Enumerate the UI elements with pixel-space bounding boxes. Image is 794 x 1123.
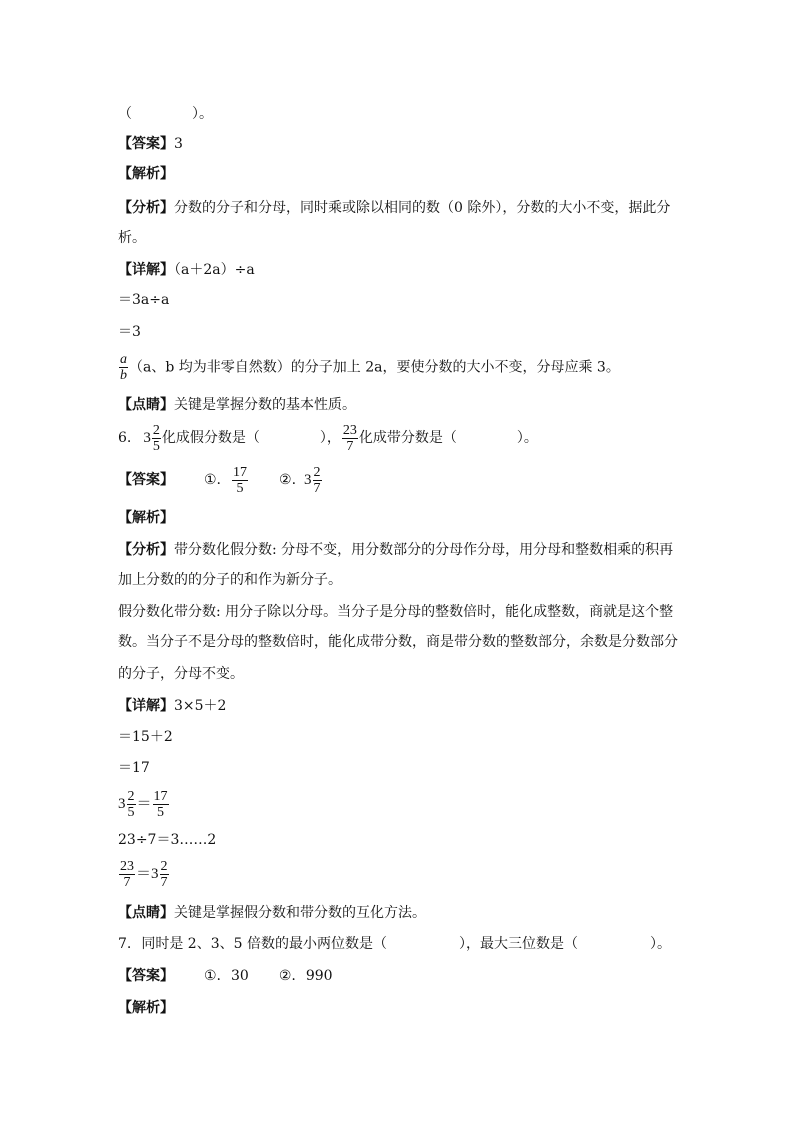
question-7: 7. 同时是 2、3、5 倍数的最小两位数是（ ），最大三位数是（ ）。: [118, 936, 671, 952]
fraction: $\frac{17}{5}$: [233, 464, 248, 496]
answer-value: 30: [231, 968, 249, 984]
fraction: $\frac{2}{7}$: [313, 464, 321, 496]
fraction: $\frac{2}{7}$: [160, 858, 168, 890]
equation-improper-to-mixed: $\frac{23}{7}$ ＝3 $\frac{2}{7}$: [120, 858, 168, 890]
prev-question-tail: [118, 104, 684, 124]
dianjing-line: [118, 903, 684, 923]
dianjing-line: [118, 395, 684, 415]
fenxi-line-1: [118, 540, 684, 560]
fenxi-text: 的分子，分母不变。: [118, 666, 244, 682]
question-number: 7.: [118, 936, 132, 952]
answer-value: 3: [174, 136, 183, 152]
fenxi-label: 【分析】: [118, 200, 174, 216]
step-line: [118, 727, 684, 747]
fenxi-line-5: [118, 664, 684, 684]
dianjing-text: 关键是掌握分数的基本性质。: [174, 397, 356, 413]
fraction-ab-line: [118, 352, 684, 383]
fraction: $\frac{2}{5}$: [152, 422, 160, 454]
q7-answer-line: [118, 966, 684, 986]
fraction-a-over-b: $\frac{a}{b}$: [120, 352, 127, 383]
fraction: $\frac{23}{7}$: [120, 858, 134, 890]
fenxi-text: 数。当分子不是分母的整数倍时，能化成带分数，商是带分数的整数部分，余数是分数部分: [118, 634, 678, 650]
dianjing-label: 【点睛】: [118, 397, 174, 413]
detail-label: 【详解】: [118, 698, 174, 714]
step-expression: ＝3a÷a: [118, 292, 170, 308]
fenxi-text: 分数的分子和分母，同时乘或除以相同的数（0 除外），分数的大小不变，据此分: [174, 200, 671, 216]
fenxi-text: 析。: [118, 230, 146, 246]
detail-expression: 3×5＋2: [174, 698, 227, 714]
fraction: $\frac{17}{5}$: [153, 788, 168, 820]
fenxi-text: 带分数化假分数: 分母不变，用分数部分的分母作分母，用分母和整数相乘的积再: [174, 542, 674, 558]
answer-marker: ②.: [279, 472, 297, 488]
answer-marker: ②.: [278, 968, 296, 984]
answer-value: 990: [305, 968, 333, 984]
fenxi-line-4: [118, 632, 684, 652]
analysis-heading: [118, 508, 684, 528]
analysis-label: 【解析】: [118, 166, 174, 182]
answer-label: 【答案】: [118, 136, 174, 152]
fraction-explanation: （a、b 均为非零自然数）的分子加上 2a，要使分数的大小不变，分母应乘 3。: [129, 359, 620, 376]
answer-line: [118, 134, 684, 154]
analysis-label: 【解析】: [118, 510, 174, 526]
step-line: [118, 290, 684, 310]
answer-marker: ①.: [204, 472, 222, 488]
step-expression: ＝15＋2: [118, 729, 173, 745]
equation-mixed-to-improper: 3 $\frac{2}{5}$ ＝ $\frac{17}{5}$: [118, 788, 168, 820]
answer-marker: ①.: [204, 968, 222, 984]
step-line: [118, 322, 684, 342]
answer-label: 【答案】: [118, 968, 174, 984]
fenxi-line-2: [118, 228, 684, 248]
fenxi-line-1: [118, 198, 684, 218]
fenxi-line-3: [118, 602, 684, 622]
dianjing-label: 【点睛】: [118, 905, 174, 921]
fenxi-text: 加上分数的的分子的和作为新分子。: [118, 572, 342, 588]
division-line: [118, 830, 684, 850]
analysis-heading: [118, 998, 684, 1018]
detail-label: 【详解】: [118, 262, 174, 278]
question-number: 6.: [118, 430, 132, 446]
answer-label: 【答案】: [118, 472, 174, 488]
dianjing-text: 关键是掌握假分数和带分数的互化方法。: [174, 905, 426, 921]
blank-close: ）。: [192, 106, 213, 122]
step-expression: ＝17: [118, 760, 150, 776]
detail-expression: （a＋2a）÷a: [174, 262, 255, 278]
fraction: $\frac{23}{7}$: [342, 422, 357, 454]
q6-answer-line: 【答案】 ①. $\frac{17}{5}$ ②. 3 $\frac{2}{7}$: [118, 464, 321, 496]
fenxi-line-2: [118, 570, 684, 590]
analysis-heading: [118, 164, 684, 184]
division-expression: 23÷7＝3……2: [118, 832, 217, 848]
analysis-label: 【解析】: [118, 1000, 174, 1016]
fenxi-label: 【分析】: [118, 542, 174, 558]
step-line: [118, 758, 684, 778]
fenxi-text: 假分数化带分数: 用分子除以分母。当分子是分母的整数倍时，能化成整数，商就是这个整: [118, 604, 674, 620]
blank-open: （: [118, 106, 132, 122]
detail-line: [118, 260, 684, 280]
fraction: $\frac{2}{5}$: [127, 788, 135, 820]
detail-line: [118, 696, 684, 716]
step-expression: ＝3: [118, 324, 141, 340]
question-6: 6. 3 $\frac{2}{5}$ 化成假分数是（ ）， $\frac{23}{7}$ 化成带分数是（ ）。: [118, 420, 684, 456]
mixed-integer: 3: [143, 430, 151, 446]
